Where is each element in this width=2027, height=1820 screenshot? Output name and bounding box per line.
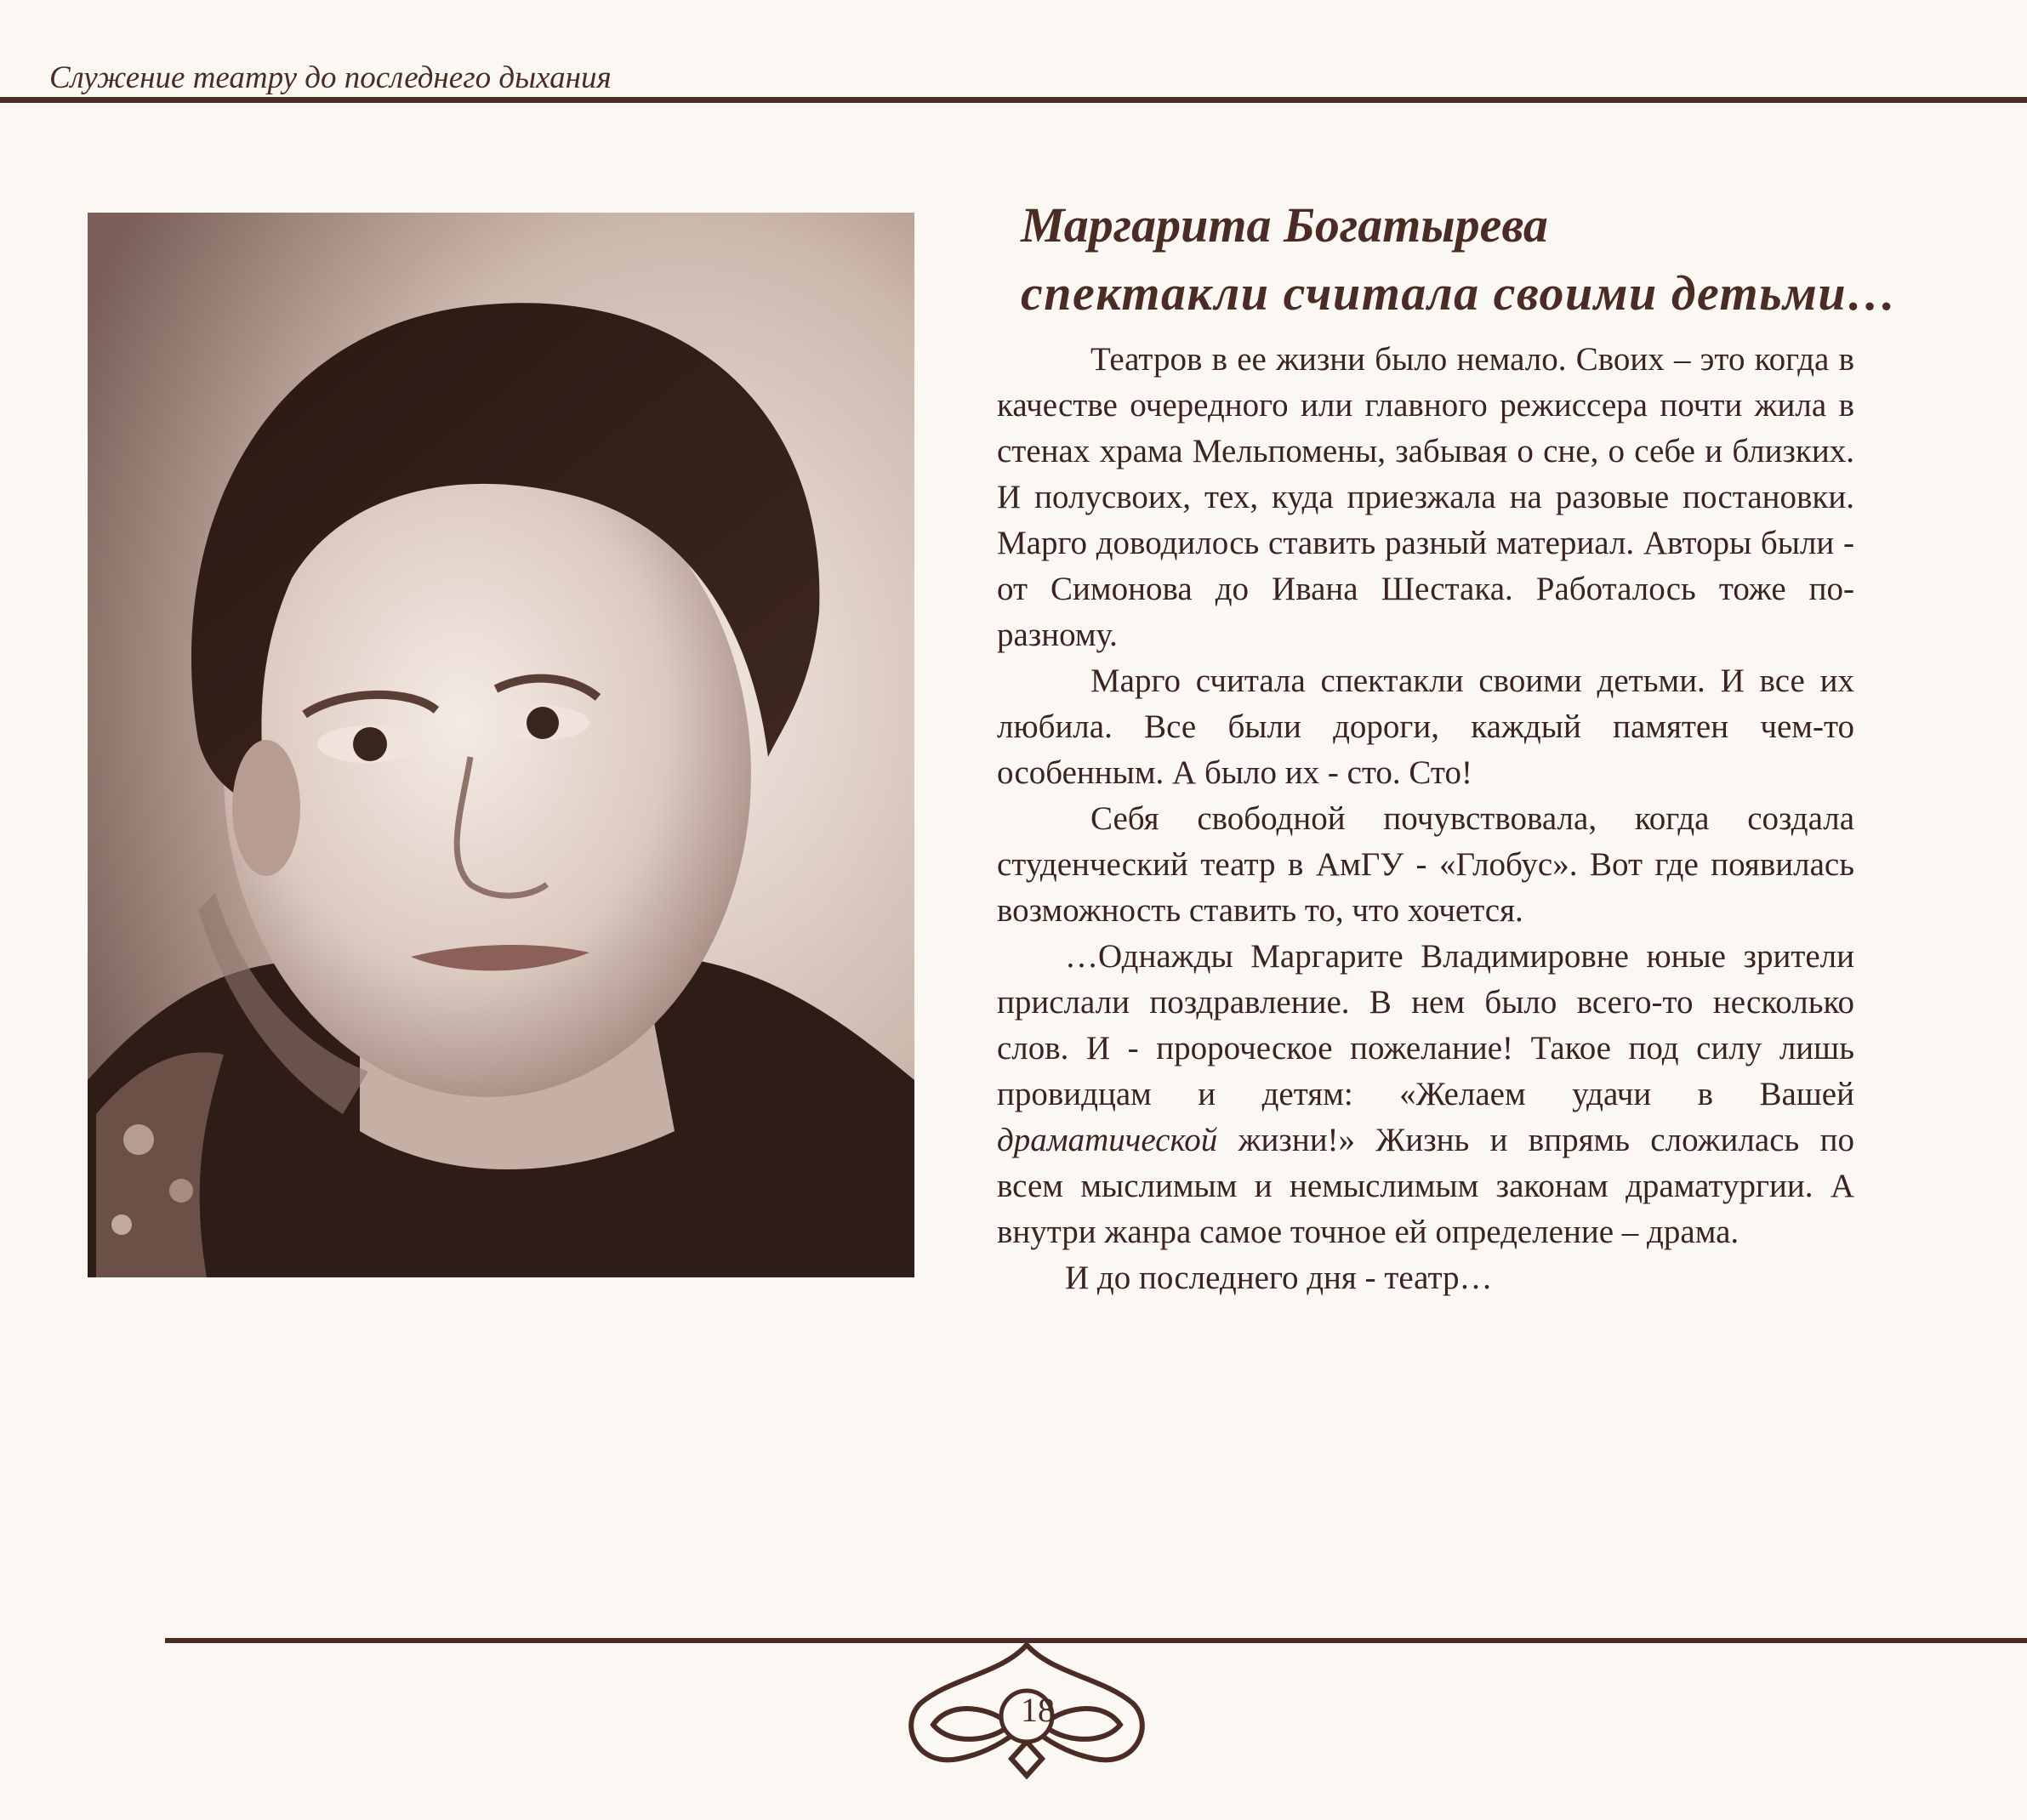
emphasis-text: драматической	[997, 1122, 1218, 1158]
running-head: Служение театру до последнего дыхания	[49, 60, 612, 95]
paragraph: Себя свободной почувствовала, когда создала студенческий театр в АмГУ - «Глобус». Вот где появилась возможность ставить то, что хочется.	[997, 800, 1854, 929]
paragraph-text: …Однажды Маргарите Владимировне юные зрители прислали поздравление. В нем было всего-то несколько слов. И - пророческое пожелание! Такое под силу лишь провидцам и детям: «Желаем удачи в Вашей	[997, 938, 1854, 1112]
portrait-photo	[88, 213, 914, 1277]
article-title-line1: Маргарита Богатырева	[1021, 197, 1548, 253]
article-title-line2: спектакли считала своими детьми…	[1021, 265, 1898, 321]
article-body	[997, 337, 1854, 1301]
page-number: 18	[1021, 1691, 1055, 1729]
article-title	[1021, 191, 1999, 327]
paragraph	[997, 934, 1854, 1255]
paragraph-text: жизни!» Жизнь и впрямь сложилась по всем мыслимым и немыслимым законам драматургии. А внутри жанра самое точное ей определение – драма.	[997, 1122, 1854, 1250]
paragraph: Театров в ее жизни было немало. Своих – это когда в качестве очередного или главного режиссера почти жила в стенах храма Мельпомены, забывая о сне, о себе и близких. И полусвоих, тех, куда приезжала на разовые постановки. Марго доводилось ставить разный материал. Авторы были - от Симонова до Ивана Шестака. Работалось тоже по-разному.	[997, 341, 1854, 653]
paragraph: Марго считала спектакли своими детьми. И все их любила. Все были дороги, каждый памятен чем-то особенным. А было их - сто. Сто!	[997, 663, 1854, 791]
header-rule	[0, 97, 2027, 103]
paragraph: И до последнего дня - театр…	[1065, 1260, 1493, 1296]
